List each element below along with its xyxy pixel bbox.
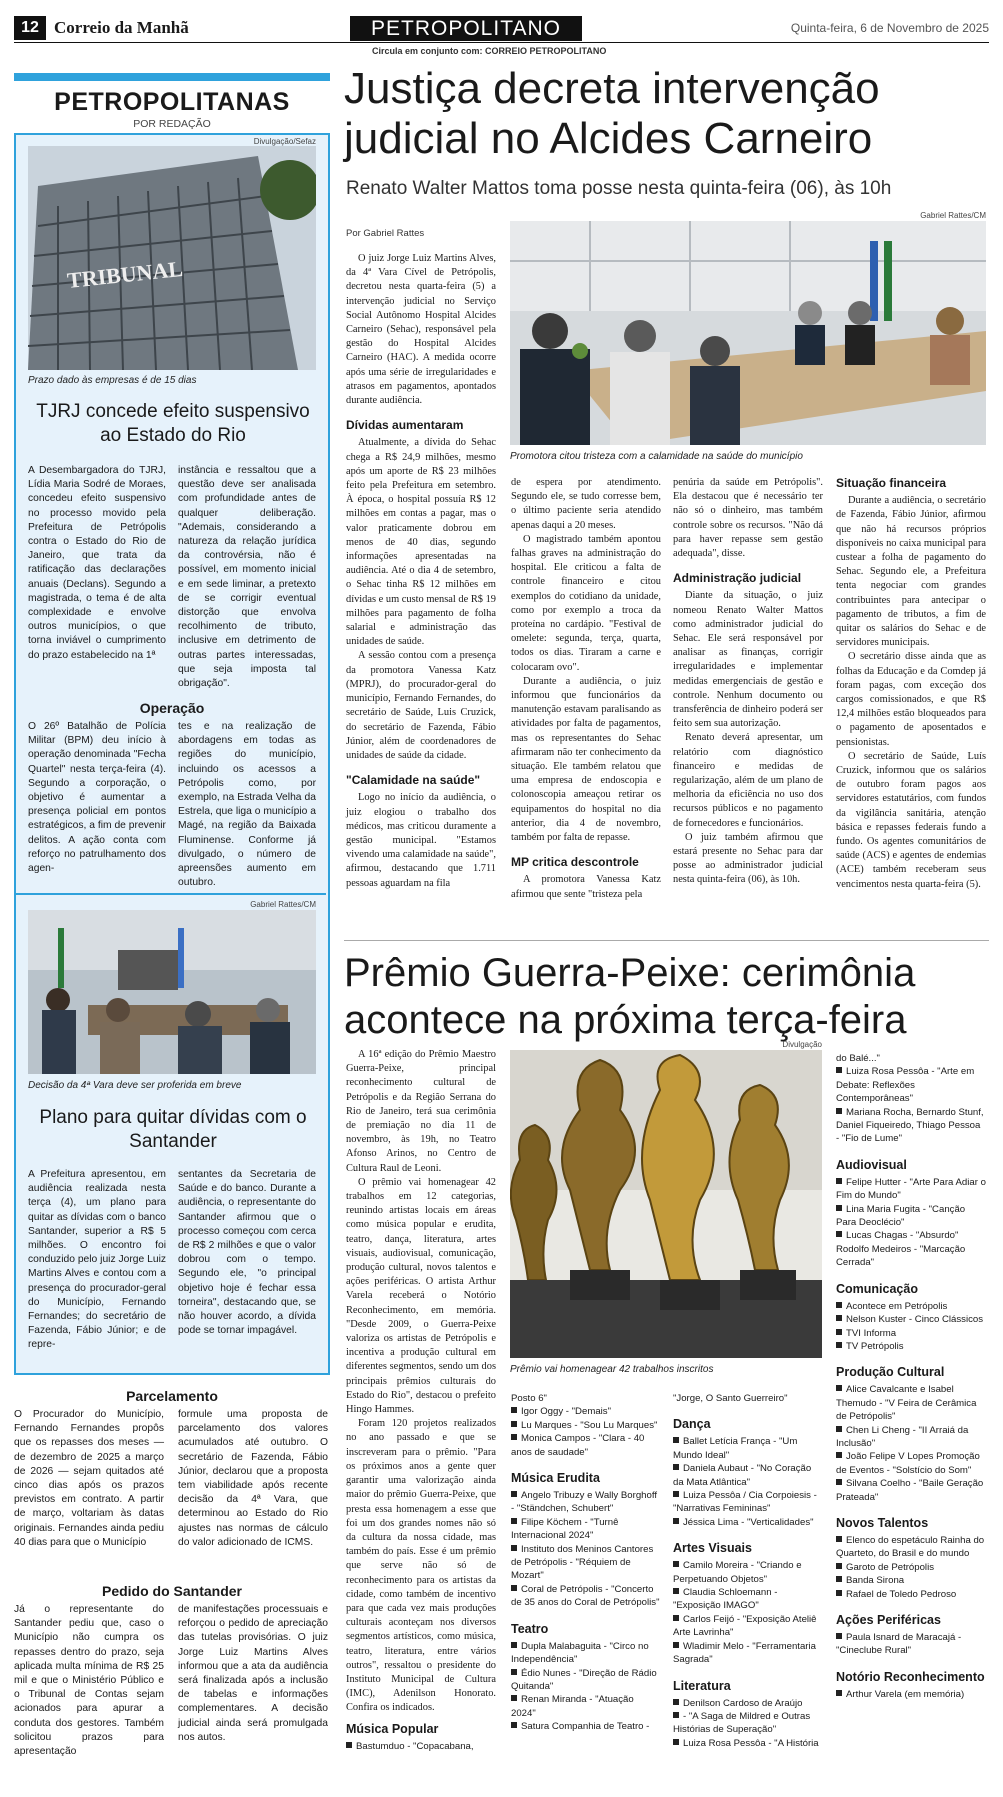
list-item [836, 1534, 986, 1561]
list-item-text: Nelson Kuster - Cinco Clássicos [846, 1314, 984, 1326]
subhead: MP critica descontrole [511, 855, 639, 870]
list-item [836, 1688, 986, 1701]
photo-caption: Promotora citou tristeza com a calamidade na saúde do município [510, 451, 803, 462]
paragraph: Atualmente, a dívida do Sehac chega a R$ 24,9 milhões, mesmo após um aporte de R$ 23 milhões feito pela Prefeitura em setembro. À época, o hospital possuía R$ 12 milhões em contas a pagar, mas o valor praticamente dobrou em menos de 40 dias, segundo informações apresentadas na audiência. Até o dia 4 de setembro, o Sehac tinha R$ 12 milhões em dívidas e um custo mensal de R$ 19 milhões para pagamento de folha salarial e administração das unidades de saúde. [346, 437, 496, 648]
list-item [673, 1559, 823, 1586]
nominee-list [673, 1392, 823, 1750]
category-heading: Comunicação [836, 1281, 918, 1296]
list-item-text: Acontece em Petrópolis [846, 1300, 948, 1312]
bullet-icon [673, 1712, 679, 1718]
list-item [673, 1489, 823, 1516]
list-item [673, 1586, 823, 1613]
bullet-icon [673, 1699, 679, 1705]
category-heading: Teatro [511, 1621, 549, 1636]
category-heading: Música Popular [346, 1721, 439, 1736]
bullet-icon [511, 1545, 517, 1551]
list-item [836, 1327, 986, 1340]
category-heading: Produção Cultural [836, 1365, 945, 1380]
article-column [836, 476, 986, 892]
meeting-photo [28, 910, 316, 1074]
story-text [178, 464, 316, 691]
bullet-icon [836, 1342, 842, 1348]
list-item [836, 1574, 986, 1587]
paragraph: Durante a audiência, o juiz informou que funcionários da manutenção estavam paralisando as atividades por falta de pagamentos, mas os representantes do Sehac afirmaram não ter conhecimento da situação. Ele também relatou que uma empresa de endoscopia e colonoscopia ameaçou retirar os equipamentos do hospital no dia anterior, dia 4 de novembro, também por falta de repasse. [511, 675, 661, 844]
list-item-text: Luiza Pessôa / Cia Corpoiesis - "Narrativas Femininas" [673, 1490, 817, 1515]
paragraph: O Procurador do Município, Fernando Fernandes propôs que os repasses dos meses — de dezembro de 2025 a março de 2026 — sejam quitados até cinco dias após os prazos previstos em contrato. A partir de março, voltariam às datas originais. Fernandes ainda pediu 40 dias para que o Município [14, 1409, 164, 1548]
photo-credit: Divulgação/Sefaz [253, 137, 316, 146]
list-item-text: Silvana Coelho - "Baile Geração Prateada" [836, 1478, 984, 1503]
list-item [836, 1424, 986, 1451]
bullet-icon [836, 1231, 842, 1237]
paragraph: A Prefeitura apresentou, em audiência realizada nesta terça (4), um plano para quitar as dívidas com o banco Santander, superior a R$ 5 milhões. O encontro foi conduzido pelo juiz Jorge Luiz Martins Alves e contou com a presença do procurador-geral do Município, Fernando Fernandes; do secretário de Fazenda, Fábio Júnior; e de repre- [28, 1169, 166, 1351]
second-headline: Prêmio Guerra-Peixe: cerimônia acontece na próxima terça-feira [344, 951, 916, 1042]
bullet-icon [673, 1464, 679, 1470]
paragraph: O juiz Jorge Luiz Martins Alves, da 4ª Vara Cível de Petrópolis, decretou nesta quarta-feira (5) a intervenção judicial no Serviço Social Autônomo Hospital Alcides Carneiro (Sehac), responsável pela gestão do Hospital Alcides Carneiro (HAC). A medida ocorre após uma série de irregularidades e atrasos em pagamentos, apontados durante audiência. [346, 253, 496, 407]
subhead: "Calamidade na saúde" [346, 773, 481, 788]
story-headline: Plano para quitar dívidas com o Santander [39, 1107, 307, 1152]
story-text [178, 1408, 328, 1550]
subhead: Operação [139, 700, 205, 716]
list-item-text: Jéssica Lima - "Verticalidades" [683, 1516, 814, 1528]
bullet-icon [511, 1421, 517, 1427]
list-item [511, 1583, 661, 1610]
list-item [673, 1613, 823, 1640]
tribunal-photo [28, 146, 316, 370]
list-item [836, 1300, 986, 1313]
sidebar-accent-bar [14, 73, 330, 81]
paragraph: O secretário disse ainda que as folhas da Educação e da Comdep já foram pagas, com exceção dos cargos comissionados, e que R$ 12,4 milhões estão bloqueados para o pagamento de aposentados e pensionistas. [836, 651, 986, 748]
list-item-text: Instituto dos Meninos Cantores de Petrópolis - "Réquiem de Mozart" [511, 1543, 654, 1582]
photo-credit: Divulgação [782, 1040, 822, 1049]
bullet-icon [836, 1178, 842, 1184]
list-item-text: Dupla Malabaguita - "Circo no Independência" [511, 1640, 649, 1666]
category-heading: Novos Talentos [836, 1515, 929, 1530]
list-item [511, 1516, 661, 1543]
list-item-text: Camilo Moreira - "Criando e Perpetuando Objetos" [673, 1560, 802, 1585]
list-item-text: Lu Marques - "Sou Lu Marques" [521, 1419, 658, 1431]
list-item-text: Garoto de Petrópolis [846, 1561, 934, 1573]
bullet-icon [836, 1329, 842, 1335]
list-item-text: Elenco do espetáculo Rainha do Quarteto, do Brasil e do mundo [836, 1534, 985, 1560]
bullet-icon [511, 1669, 517, 1675]
bullet-icon [673, 1561, 679, 1567]
paragraph: tes e na realização de abordagens em todas as regiões do município, incluindo os acessos a Petrópolis como, por exemplo, na Estrada Velha da Estrela, que liga o município a Magé, na região da Baixada Fluminense. Conforme já divulgado, o número de apreensões aumento em outubro. [178, 721, 316, 889]
bullet-icon [836, 1536, 842, 1542]
list-item-text: Daniela Aubaut - "No Coração da Mata Atlântica" [673, 1463, 812, 1488]
paragraph: Renato deverá apresentar, um relatório com diagnóstico financeiro e medidas de regularização, além de um plano de melhoria da eficiência no uso dos recursos públicos e no pagamento de fornecedores e funcionários. [673, 732, 823, 829]
story-text [28, 464, 166, 663]
paragraph: A sessão contou com a presença da promotora Vanessa Katz (MPRJ), do procurador-geral do município, Fernando Fernandes, do secretário de Saúde, Luis Cruzick, do secretário de Fazenda, Fábio Júnior, além de coordenadores de unidades de saúde da cidade. [346, 650, 496, 761]
paragraph: instância e ressaltou que a questão deve ser analisada com profundidade antes de qualquer deliberação. "Ademais, considerando a natureza da relação jurídica da controvérsia, não é possível, em momento inicial e em sede liminar, a pretexto de se corrigir eventual distorção que envolva recolhimento de tributo, inclusive em detrimento de outras partes interessadas, que seja imposta tal obrigação". [178, 465, 316, 690]
category-heading: Ações Periféricas [836, 1613, 941, 1627]
bullet-icon [511, 1695, 517, 1701]
story-text [178, 720, 316, 890]
paragraph: Logo no início da audiência, o juiz elogiou o trabalho dos médicos, mas criticou duramente a gestão municipal. "Estamos vivendo uma calamidade na saúde", afirmou, destacando que 1.711 pessoas aguardam na fila [346, 792, 496, 889]
story-text [28, 720, 166, 876]
list-item-text: Alice Cavalcante e Isabel Themudo - "V Feira de Cerâmica de Petrópolis" [836, 1384, 977, 1423]
article-column [511, 476, 661, 902]
category-heading: Literatura [673, 1678, 731, 1693]
paragraph: Durante a audiência, o secretário de Fazenda, Fábio Júnior, afirmou que não há recursos próprios disponíveis no caixa municipal para custear a folha de pagamento do Sehac. Segundo ele, a Prefeitura tenta negociar com grandes contribuintes para antecipar o pagamento de tributos, a fim de quitar os salários do Sehac e de servidores municipais. [836, 495, 986, 649]
list-item [836, 1477, 986, 1504]
subhead: Dívidas aumentaram [346, 418, 464, 433]
list-item-text: Monica Campos - "Clara - 40 anos de saudade" [511, 1433, 645, 1458]
bullet-icon [673, 1588, 679, 1594]
paragraph: de espera por atendimento. Segundo ele, se tudo corresse bem, o último paciente seria atendido apenas daqui a 20 meses. [511, 477, 661, 531]
list-item [836, 1065, 986, 1105]
list-item-text: Renan Miranda - "Atuação 2024" [511, 1694, 634, 1719]
article-column [346, 252, 496, 891]
list-item [673, 1435, 823, 1462]
bullet-icon [836, 1452, 842, 1458]
circulation-note: Circula em conjunto com: CORREIO PETROPOLITANO [372, 46, 607, 56]
list-item-text: Édio Nunes - "Direção de Rádio Quitanda" [511, 1667, 657, 1692]
bullet-icon [836, 1563, 842, 1569]
list-item-text: Banda Sirona [846, 1575, 905, 1587]
list-item [346, 1740, 496, 1753]
svg-text:TRIBUNAL: TRIBUNAL [65, 255, 185, 293]
list-item-text: Satura Companhia de Teatro - [521, 1721, 650, 1733]
bullet-icon [511, 1434, 517, 1440]
list-item [511, 1720, 661, 1733]
paragraph: Diante da situação, o juiz nomeou Renato Walter Mattos como administrador judicial do Sehac. Ele será responsável por analisar as finanças, corrigir irregularidades e implementar medidas emergenciais de gestão e controle. Nenhum documento ou transferência de dinheiro poderá ser feito sem sua autorização. [673, 590, 823, 730]
story-headline: TJRJ concede efeito suspensivo ao Estado do Rio [36, 401, 310, 446]
list-item-text: João Felipe V Lopes Promoção de Eventos - "Solstício do Som" [836, 1451, 980, 1476]
list-item [511, 1419, 661, 1432]
list-item [511, 1543, 661, 1583]
trophy-photo [510, 1050, 822, 1358]
bullet-icon [673, 1615, 679, 1621]
article-column [346, 1048, 496, 1753]
list-item-text: Angelo Tribuzy e Wally Borghoff - "Ständchen, Schubert" [511, 1490, 657, 1515]
list-item [673, 1737, 823, 1750]
bullet-icon [836, 1426, 842, 1432]
story-text [28, 1168, 166, 1353]
bullet-icon [673, 1642, 679, 1648]
bullet-icon [511, 1722, 517, 1728]
bullet-icon [836, 1067, 842, 1073]
subhead: Parcelamento [126, 1388, 218, 1404]
photo-credit: Gabriel Rattes/CM [250, 900, 316, 909]
list-item [673, 1697, 823, 1710]
list-item [836, 1203, 986, 1230]
paper-name: Correio da Manhã [54, 18, 189, 37]
list-item [673, 1640, 823, 1667]
bullet-icon [673, 1491, 679, 1497]
bullet-icon [836, 1590, 842, 1596]
bullet-icon [511, 1491, 517, 1497]
paragraph: Foram 120 projetos realizados no ano passado e que se inscreveram para o prêmio. "Para os próximos anos a gente quer garantir uma valorização ainda maior do prêmio Guerra-Peixe, que presta essa homenagem a esse que foi um dos grandes nomes não só da cultura da nossa cidade, mas também do país. Esse é um prêmio que serve não só de reconhecimento para os artistas da cidade, como também de incentivo para que cada vez mais produções culturais aconteçam nos diversos segmentos artísticos, como música, teatro, literatura, entre vários outros", ressaltou o presidente do Instituto Municipal de Cultura (IMC), Adenilson Honorato. Confira os indicados. [346, 1418, 496, 1714]
category-heading: Dança [673, 1417, 711, 1432]
bullet-icon [836, 1385, 842, 1391]
list-item: do Balé..." [836, 1053, 880, 1064]
list-item-text: Rafael de Toledo Pedroso [846, 1588, 957, 1600]
nominee-list [836, 1052, 986, 1701]
story-text [178, 1603, 328, 1745]
paragraph: A Desembargadora do TJRJ, Lídia Maria Sodré de Moraes, concedeu efeito suspensivo no processo movido pela Prefeitura de Petrópolis contra o Estado do Rio de Janeiro, que trata da ratificação das declarações anuais (Declans). Segundo a magistrada, o tema é de alta complexidade e envolve outros municípios, o que torna inviável o cumprimento do prazo estabelecido na 1ª [28, 465, 166, 661]
sidebar-title: PETROPOLITANAS [54, 88, 290, 116]
bullet-icon [836, 1205, 842, 1211]
list-item-text: Wladimir Melo - "Ferramentaria Sagrada" [673, 1640, 816, 1666]
list-item [511, 1640, 661, 1667]
list-item [511, 1667, 661, 1694]
photo-caption: Prazo dado às empresas é de 15 dias [28, 375, 197, 386]
list-item-text: Coral de Petrópolis - "Concerto de 35 anos do Coral de Petrópolis" [511, 1583, 660, 1609]
list-item [836, 1176, 986, 1203]
bullet-icon [836, 1108, 842, 1114]
paragraph: O 26º Batalhão de Polícia Militar (BPM) deu início à operação denominada "Fecha Quartel" nesta terça-feira (4). Segundo a corporação, o objetivo é aumentar a presença policial em pontos estratégicos, a fim de prevenir delitos. A ação conta com reforço no patrulhamento dos agen- [28, 721, 166, 875]
bullet-icon [511, 1407, 517, 1413]
list-item [836, 1561, 986, 1574]
list-item-text: Carlos Feijó - "Exposição Ateliê Arte Lavrinha" [673, 1613, 817, 1639]
paragraph: O prêmio vai homenagear 42 trabalhos em 12 categorias, reunindo artistas locais em áreas como música popular e erudita, teatro, dança, literatura, artes visuais, audiovisual, comunicação, produção cultural, novos talentos e ações periféricas. O artista Arthur Varela receberá o Notório Reconhecimento, em memória. "Desde 2009, o Guerra-Peixe valoriza os artistas de Petrópolis e incentiva a produção cultural em diferentes segmentos, sendo um dos principais prêmios culturais do Estado do Rio", destacou o prefeito Hingo Hammes. [346, 1176, 496, 1416]
category-heading: Audiovisual [836, 1157, 907, 1172]
nominee-list [511, 1392, 661, 1734]
list-item-text: Igor Oggy - "Demais" [521, 1406, 611, 1418]
list-item-text: Felipe Hutter - "Arte Para Adiar o Fim do Mundo" [836, 1176, 986, 1202]
story-text [14, 1603, 164, 1759]
section-divider [344, 940, 989, 941]
list-item-text: Mariana Rocha, Bernardo Stunf, Daniel Fiqueiredo, Thiago Pessoa - "Fio de Lume" [836, 1106, 984, 1145]
photo-caption: Prêmio vai homenagear 42 trabalhos inscritos [510, 1364, 714, 1375]
page-number: 12 [14, 16, 46, 40]
list-item-text: Luiza Rosa Pessôa - "A História [683, 1737, 819, 1749]
list-item-text: Arthur Varela (em memória) [846, 1688, 965, 1700]
paragraph: O secretário de Saúde, Luís Cruzick, informou que os salários de outubro foram pagos aos servidores estatutários, com fundos da vigilância sanitária, atenção básica e repasses federais fundo a fundo. Os agentes comunitários de saúde (ACS) e agentes de endemias (ACE) também receberam seus vencimentos nesta quarta-feira (5). [836, 750, 986, 890]
list-item [836, 1631, 986, 1658]
category-heading: Artes Visuais [673, 1541, 752, 1556]
sidebar-byline: POR REDAÇÃO [133, 118, 211, 130]
list-item-text: TV Petrópolis [846, 1340, 904, 1352]
list-item-text: Bastumduo - "Copacabana, [356, 1740, 474, 1752]
list-item-text: Claudia Schloemann - "Exposição IMAGO" [673, 1587, 778, 1612]
article-column [673, 476, 823, 888]
divider [16, 893, 326, 895]
bullet-icon [836, 1690, 842, 1696]
bullet-icon [836, 1315, 842, 1321]
main-headline: Justiça decreta intervenção judicial no Alcides Carneiro [344, 64, 880, 163]
list-item-text: Chen Li Cheng - "II Arraiá da Inclusão" [836, 1424, 969, 1449]
paragraph: A 16ª edição do Prêmio Maestro Guerra-Peixe, principal reconhecimento cultural de Petrópolis e da Região Serrana do Rio de Janeiro, terá sua cerimônia de premiação no dia 11 de novembro, às 19h, no Teatro Afonso Arinos, no Centro de Cultura Raul de Leoni. [346, 1049, 496, 1174]
list-item-text: Ballet Letícia França - "Um Mundo Ideal" [673, 1436, 798, 1461]
bullet-icon [511, 1642, 517, 1648]
subhead: Administração judicial [673, 571, 802, 586]
story-text [178, 1168, 316, 1338]
paragraph: A promotora Vanessa Katz afirmou que sente "tristeza pela [511, 874, 661, 900]
paragraph: de manifestações processuais e reforçou o pedido de apreciação das tutelas provisórias. O juiz Jorge Luiz Martins Alves informou que a ata da audiência será finalizada após a inclusão de tabelas e informações complementares. A decisão judicial ainda será promulgada nos autos. [178, 1604, 328, 1743]
photo-caption: Decisão da 4ª Vara deve ser proferida em breve [28, 1080, 242, 1091]
list-item [836, 1106, 986, 1146]
list-item [511, 1693, 661, 1720]
list-item-text: Lucas Chagas - "Absurdo" Rodolfo Medeiros - "Marcação Cerrada" [836, 1230, 966, 1269]
list-item-text: Paula Isnard de Maracajá - "Cineclube Rural" [836, 1632, 962, 1657]
paragraph: Já o representante do Santander pediu que, caso o Município não cumpra os repasses dentro do prazo, seja aplicada multa mínima de R$ 25 mil e que o Ministério Público e o Tribunal de Contas sejam acionados para apurar a conduta dos gestores. Também solicitou prazos para apresentação [14, 1604, 164, 1758]
subhead: Situação financeira [836, 476, 947, 490]
bullet-icon [836, 1633, 842, 1639]
date-label: Quinta-feira, 6 de Novembro de 2025 [790, 21, 989, 35]
hearing-photo [510, 221, 986, 445]
list-item: Posto 6" [511, 1393, 547, 1404]
paragraph: formule uma proposta de parcelamento dos valores acumulados até outubro. O secretário de Fazenda, Fábio Júnior, declarou que a proposta tem viabilidade após recente decisão da 4ª Vara, que determinou ao Estado do Rio ajustes nas normas de cálculo do valor adicionado de ICMS. [178, 1409, 328, 1548]
bullet-icon [346, 1742, 352, 1748]
list-item: "Jorge, O Santo Guerreiro" [673, 1393, 788, 1404]
list-item [673, 1516, 823, 1529]
list-item [836, 1588, 986, 1601]
list-item [511, 1405, 661, 1418]
category-heading: Música Erudita [511, 1471, 600, 1486]
category-heading: Notório Reconhecimento [836, 1669, 985, 1684]
paragraph: O juiz também afirmou que estará presente no Sehac para dar posse ao administrador judicial nesta quinta-feira (06), às 10h. [673, 831, 823, 886]
list-item-text: - "A Saga de Mildred e Outras Histórias de Superação" [673, 1710, 811, 1736]
list-item [836, 1229, 986, 1269]
list-item-text: Filipe Köchem - "Turnê Internacional 2024" [511, 1516, 619, 1542]
bullet-icon [836, 1576, 842, 1582]
section-label: PETROPOLITANO [350, 16, 582, 41]
list-item-text: Denilson Cardoso de Araújo [683, 1697, 803, 1709]
bullet-icon [511, 1585, 517, 1591]
bullet-icon [836, 1479, 842, 1485]
paragraph: O magistrado também apontou falhas graves na administração do hospital. Ele criticou a falta de controle financeiro e citou exemplos do cotidiano da unidade, como por exemplo a troca da proteína no cardápio. "Festival de omelete: segunda, terça, quarta, todos os dias. Tiraram a carne e colocaram ovo". [511, 533, 661, 673]
list-item [836, 1450, 986, 1477]
list-item [673, 1462, 823, 1489]
main-deck: Renato Walter Mattos toma posse nesta quinta-feira (06), às 10h [346, 178, 892, 199]
story-text [14, 1408, 164, 1550]
subhead: Pedido do Santander [101, 1583, 242, 1599]
bullet-icon [673, 1739, 679, 1745]
list-item-text: TVI Informa [846, 1327, 897, 1339]
page-header [14, 16, 989, 43]
list-item [511, 1489, 661, 1516]
paragraph: penúria da saúde em Petrópolis". Ela destacou que é necessário ter não só o dinheiro, mas também controle sobre os recursos. "Não dá para haver repasse sem gestão adequada", disse. [673, 477, 823, 560]
photo-credit: Gabriel Rattes/CM [920, 211, 986, 220]
list-item [836, 1313, 986, 1326]
list-item [836, 1340, 986, 1353]
list-item [673, 1710, 823, 1737]
bullet-icon [673, 1518, 679, 1524]
list-item-text: Luiza Rosa Pessôa - "Arte em Debate: Reflexões Contemporâneas" [836, 1066, 975, 1105]
byline: Por Gabriel Rattes [346, 228, 425, 239]
list-item [511, 1432, 661, 1459]
bullet-icon [836, 1302, 842, 1308]
bullet-icon [511, 1518, 517, 1524]
list-item [836, 1383, 986, 1423]
paragraph: sentantes da Secretaria de Saúde e do banco. Durante a audiência, o representante do Santander afirmou que o processo começou com cerca de R$ 2 milhões e que o valor dobrou com o tempo. Segundo ele, "o principal objetivo hoje é fechar essa torneira", destacando que, se não houver acordo, a dívida pode se tornar impagável. [178, 1169, 316, 1337]
bullet-icon [673, 1437, 679, 1443]
list-item-text: Lina Maria Fugita - "Canção Para Deoclécio" [836, 1203, 966, 1229]
